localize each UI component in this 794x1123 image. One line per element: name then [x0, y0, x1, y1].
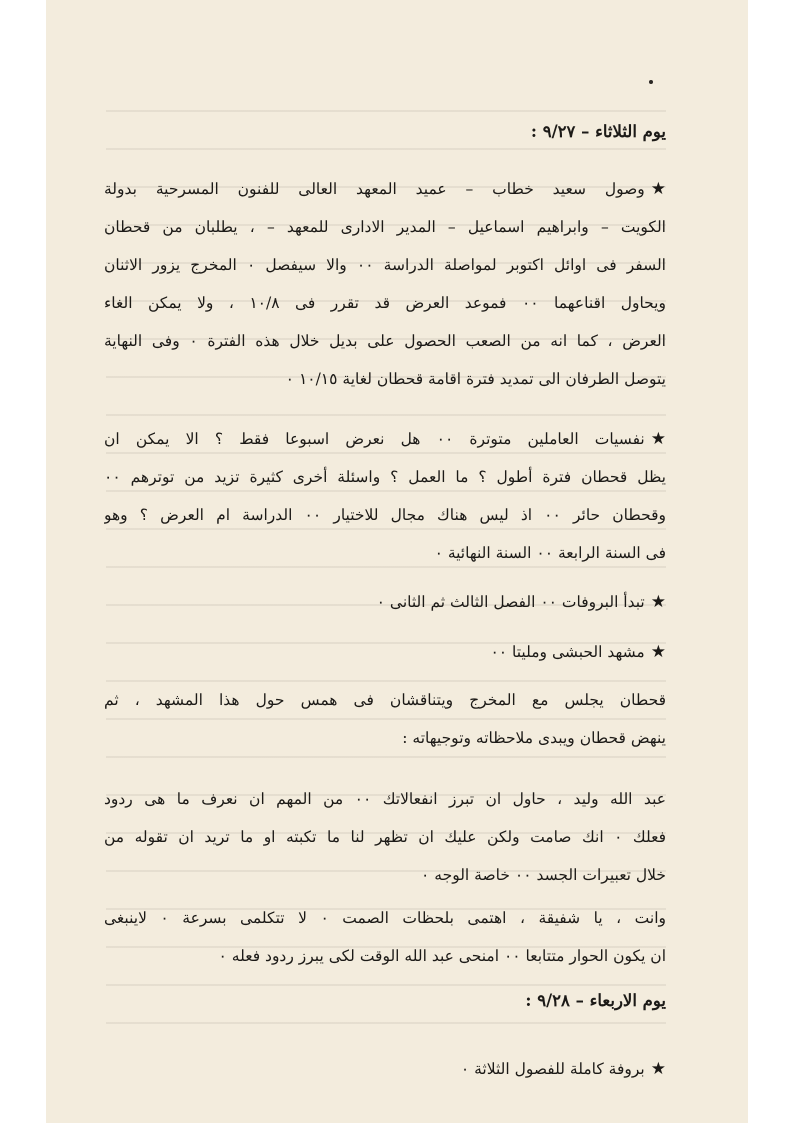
day-heading-tuesday: يوم الثلاثاء – ٩/٢٧ :: [530, 122, 666, 141]
paragraph-line: ويحاول اقناعهما ٠٠ فموعد العرض قد تقرر فى ١٠/٨ ، ولا يمكن الغاء: [104, 294, 666, 312]
paragraph-line: يتوصل الطرفان الى تمديد فترة اقامة قحطان لغاية ١٠/١٥ ٠: [285, 370, 666, 388]
paragraph-line: ★تبدأ البروفات ٠٠ الفصل الثالث ثم الثانى ٠: [104, 583, 666, 621]
paragraph-tension: [104, 420, 666, 572]
paragraph-discussion: [104, 681, 666, 757]
paragraph-line: وقحطان حائر ٠٠ اذ ليس هناك مجال للاختيار ٠٠ الدراسة ام العرض ؟ وهو: [104, 506, 666, 524]
paragraph-scene: [104, 633, 666, 671]
paragraph-abdullah: [104, 780, 666, 894]
paragraph-line: ★مشهد الحبشى ومليتا ٠٠: [104, 633, 666, 671]
paragraph-line: عبد الله وليد ، حاول ان تبرز انفعالاتك ٠٠ من المهم ان نعرف ما هى ردود: [104, 790, 666, 808]
paragraph-line: ينهض قحطان ويبدى ملاحظاته وتوجيهاته :: [402, 729, 666, 747]
paragraph-line: العرض ، كما انه من الصعب الحصول على بديل خلال هذه الفترة ٠ وفى النهاية: [104, 332, 666, 350]
paragraph-line: ★وصول سعيد خطاب – عميد المعهد العالى للفنون المسرحية بدولة: [104, 170, 666, 208]
star-bullet-icon: ★: [650, 179, 666, 199]
paragraph-line: وانت ، يا شفيقة ، اهتمى بلحظات الصمت ٠ لا تتكلمى بسرعة ٠ لاينبغى: [104, 909, 666, 927]
star-bullet-icon: ★: [650, 429, 666, 449]
paragraph-line: السفر فى اوائل اكتوبر لمواصلة الدراسة ٠٠ والا سيفصل ٠ المخرج يزور الاثنان: [104, 256, 666, 274]
paragraph-full-rehearsal: [104, 1050, 666, 1088]
paragraph-line: يظل قحطان فترة أطول ؟ ما العمل ؟ واسئلة أخرى كثيرة تزيد من توترهم ٠٠: [104, 468, 666, 486]
paragraph-line: ان يكون الحوار متتابعا ٠٠ امنحى عبد الله الوقت لكى يبرز ردود فعله ٠: [218, 947, 666, 965]
paragraph-line: قحطان يجلس مع المخرج ويتناقشان فى همس حول هذا المشهد ، ثم: [104, 691, 666, 709]
page-dot: [649, 80, 653, 84]
paragraph-line: خلال تعبيرات الجسد ٠٠ خاصة الوجه ٠: [421, 866, 666, 884]
paragraph-shafiqa: [104, 899, 666, 975]
star-bullet-icon: ★: [650, 642, 666, 662]
paragraph-line: فعلك ٠ انك صامت ولكن عليك ان تظهر لنا ما تكبته او ما تريد ان تقوله من: [104, 828, 666, 846]
star-bullet-icon: ★: [650, 1059, 666, 1079]
star-bullet-icon: ★: [650, 592, 666, 612]
day-heading-wednesday: يوم الاربعاء – ٩/٢٨ :: [525, 991, 666, 1010]
paragraph-line: الكويت – وابراهيم اسماعيل – المدير الادارى للمعهد – ، يطلبان من قحطان: [104, 218, 666, 236]
paragraph-line: فى السنة الرابعة ٠٠ السنة النهائية ٠: [434, 544, 666, 562]
book-page: [46, 0, 748, 1123]
paragraph-arrival: [104, 170, 666, 398]
paragraph-line: ★نفسيات العاملين متوترة ٠٠ هل نعرض اسبوعا فقط ؟ الا يمكن ان: [104, 420, 666, 458]
paragraph-line: ★بروفة كاملة للفصول الثلاثة ٠: [104, 1050, 666, 1088]
paragraph-rehearsals: [104, 583, 666, 621]
